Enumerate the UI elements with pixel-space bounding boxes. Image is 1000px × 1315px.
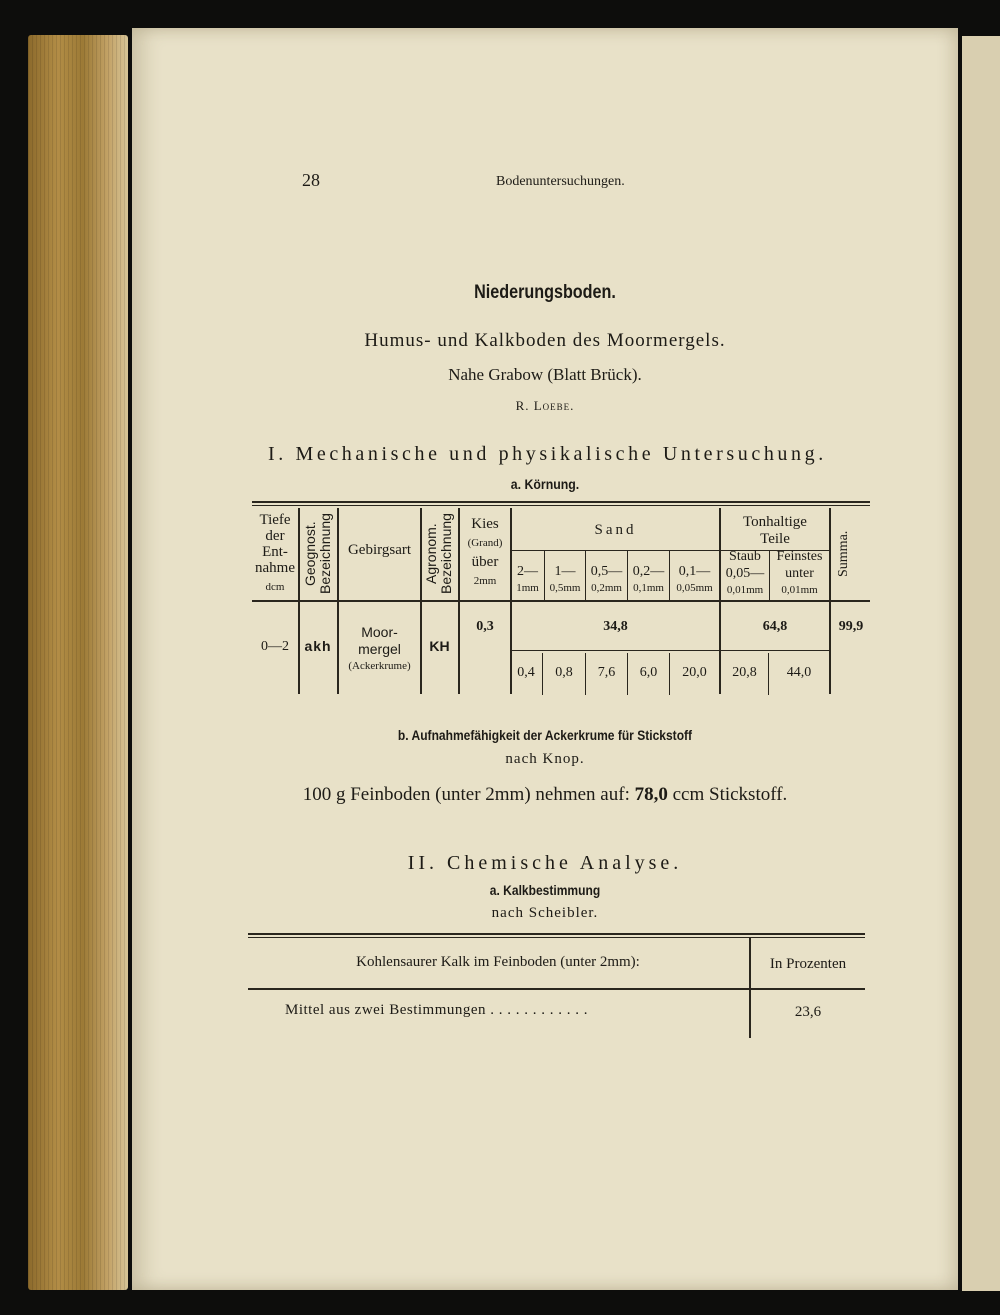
cell-ton-total: 64,8 [762,619,788,634]
section1-sub-b-source: nach Knop. [505,751,585,767]
kalk-row-label: Mittel aus zwei Bestimmungen . . . . . . . . . . . . [285,1002,589,1018]
header-sand-subcol [628,563,669,597]
subcol-line: 0,2mm [591,582,622,594]
header-sand-subcol [511,563,544,597]
header-sand: Sand [594,522,637,538]
running-title: Bodenuntersuchungen. [496,174,625,189]
col-divider [298,508,300,694]
cell-ton-value: 20,8 [732,665,757,680]
header-depth-line: nahme [255,560,295,576]
subheading: Humus- und Kalkboden des Moormergels. [364,330,726,351]
subcol-line: 0,01mm [781,584,818,596]
cell-gebirgsart-line: mergel [358,641,401,657]
subcol-line: 0,5mm [549,582,581,594]
cell-gebirgsart-line: (Ackerkrume) [348,660,411,672]
section1-sub-b: b. Aufnahmefähigkeit der Ackerkrume für Stickstoff [397,727,693,743]
author: R. Loebe. [515,398,575,413]
kalk-header-right: In Prozenten [769,956,847,972]
cell-sand-value: 7,6 [597,665,616,680]
page-number: 28 [302,170,320,190]
header-depth-line: Ent- [262,544,288,560]
stickstoff-value: 78,0 [634,784,668,805]
book-page [132,28,958,1290]
stickstoff-line [132,784,958,806]
subcol-line: 0,5— [590,564,623,579]
header-ton-line: Teile [760,531,790,547]
cell-depth: 0—2 [261,639,289,654]
cell-ton-value: 44,0 [786,665,812,680]
cell-geognost: akh [304,638,332,654]
subcol-line: 2— [517,564,538,579]
subcol-line: 0,01mm [726,584,764,596]
section2-sub-a-source: nach Scheibler. [491,905,599,921]
table-header-rule [252,600,870,602]
cell-sand-value: 0,4 [517,665,535,680]
subcol-line: 0,05mm [676,582,713,594]
section1-sub-a: a. Körnung. [510,476,580,492]
header-sand-subcol [545,563,585,597]
header-ton-subcol [770,548,829,599]
section1-title: I. Mechanische und physikalische Untersuchung. [268,443,827,465]
header-kies-unit: 2mm [473,575,497,587]
section2-title: II. Chemische Analyse. [407,852,683,874]
heading: Niederungsboden. [474,282,616,303]
section2-sub-a: a. Kalkbestimmung [489,882,601,898]
header-kies-line: (Grand) [467,537,503,549]
facing-page-edge [962,36,1000,1291]
header-sand-subcol [670,563,719,597]
subcol-line: 1— [554,564,576,579]
cell-sand-total: 34,8 [603,619,628,634]
value-rule [510,650,830,651]
kalk-top-rule [248,933,865,935]
cell-sand-value: 0,8 [555,665,573,680]
cell-gebirgsart-line: Moor- [361,624,398,640]
stickstoff-suffix: ccm Stickstoff. [672,784,788,805]
kalk-row-value: 23,6 [794,1004,822,1020]
header-depth-line: der [265,528,285,544]
col-divider [829,508,831,694]
header-tonhaltige [721,514,829,548]
kalk-col-divider [749,938,751,1038]
kalk-top-rule-thin [248,937,865,938]
header-ton-subcol [721,548,769,599]
subcol-line: unter [785,566,814,581]
header-sand-subcol [586,563,627,597]
header-agronom: Agronom. Bezeichnung [423,513,454,595]
header-depth [252,512,298,595]
header-ton-line: Tonhaltige [743,514,807,530]
col-divider [420,508,422,694]
cell-summa: 99,9 [838,619,864,634]
header-depth-line: Tiefe [259,512,291,528]
subcol-line: 0,2— [632,564,665,579]
cell-kies: 0,3 [476,619,494,634]
stickstoff-prefix: 100 g Feinboden (unter 2mm) nehmen auf: [302,784,630,805]
subcol-line: Staub [729,549,761,564]
cell-sand-value: 6,0 [639,665,658,680]
header-kies-line: Kies [471,516,499,532]
subcol-line: 1mm [516,582,539,594]
subcol-line: 0,05— [725,566,765,581]
kalk-header-left: Kohlensaurer Kalk im Feinboden (unter 2mm): [356,954,640,970]
header-kies [460,515,510,591]
book-page-edge-lines [28,35,128,1290]
header-summa: Summa. [836,530,851,578]
cell-sand-value: 20,0 [682,665,707,680]
cell-agronom: KH [429,638,450,654]
header-depth-unit: dcm [265,581,285,593]
table-top-rule-thin [252,505,870,506]
subcol-line: 0,1— [678,564,711,579]
location: Nahe Grabow (Blatt Brück). [448,365,642,384]
kalk-header-rule [248,988,865,990]
subcol-line: Feinstes [776,549,823,564]
cell-gebirgsart [339,624,420,675]
header-kies-line: über [471,554,499,570]
subcol-line: 0,1mm [633,582,664,594]
header-gebirgsart: Gebirgsart [347,542,412,558]
table-top-rule [252,501,870,503]
header-geognost: Geognost. Bezeichnung [302,513,333,595]
